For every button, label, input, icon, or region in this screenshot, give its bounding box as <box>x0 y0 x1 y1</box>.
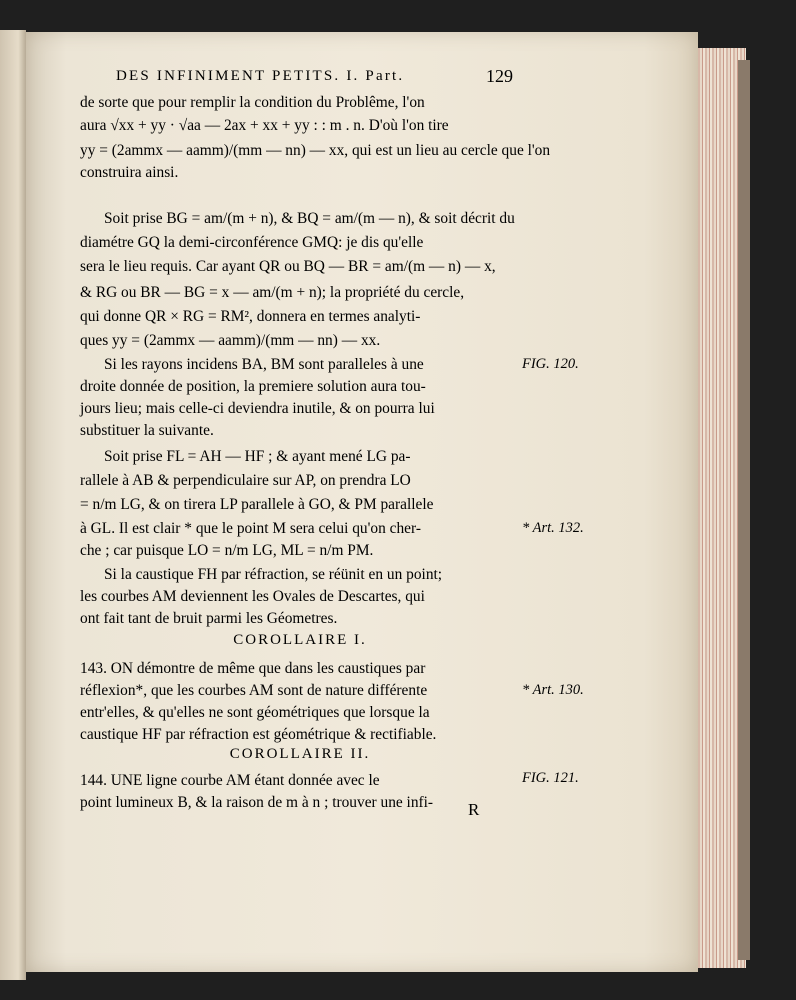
text-line: = n/m LG, & on tirera LP parallele à GO, & PM parallele <box>80 496 434 513</box>
text-line: qui donne QR × RG = RM², donnera en termes analyti- <box>80 308 421 325</box>
text-line: diamétre GQ la demi-circonférence GMQ: je dis qu'elle <box>80 234 424 251</box>
running-header <box>116 68 516 85</box>
text-line: réflexion*, que les courbes AM sont de nature différente <box>80 682 428 699</box>
text-line: 143. ON démontre de même que dans les caustiques par <box>80 660 426 677</box>
text-line: Si la caustique FH par réfraction, se réünit en un point; <box>104 566 443 583</box>
section-heading: COROLLAIRE I. <box>233 632 367 648</box>
text-line: de sorte que pour remplir la condition du Problême, l'on <box>80 94 425 111</box>
margin-note: FIG. 121. <box>522 770 579 786</box>
text-line: jours lieu; mais celle-ci deviendra inutile, & on pourra lui <box>80 400 435 417</box>
text-line: Soit prise BG = am/(m + n), & BQ = am/(m — n), & soit décrit du <box>104 210 515 227</box>
section-heading: COROLLAIRE II. <box>229 746 371 762</box>
text-line: ont fait tant de bruit parmi les Géometres. <box>80 610 338 627</box>
text-line: point lumineux B, & la raison de m à n ; trouver une infi- <box>80 794 434 811</box>
page-number: 129 <box>486 66 513 86</box>
signature-mark: R <box>468 800 480 819</box>
text-line: à GL. Il est clair * que le point M sera celui qu'on cher- <box>80 520 421 537</box>
page-block-shadow <box>738 60 750 960</box>
text-line: rallele à AB & perpendiculaire sur AP, on prendra LO <box>80 472 411 489</box>
text-line: Si les rayons incidens BA, BM sont paralleles à une <box>104 356 424 373</box>
text-line: caustique HF par réfraction est géométrique & rectifiable. <box>80 726 437 743</box>
text-line: ques yy = (2ammx — aamm)/(mm — nn) — xx. <box>80 332 381 349</box>
text-line: entr'elles, & qu'elles ne sont géométriques que lorsque la <box>80 704 430 721</box>
text-line: sera le lieu requis. Car ayant QR ou BQ — BR = am/(m — n) — x, <box>80 258 496 275</box>
text-line: aura √xx + yy · √aa — 2ax + xx + yy : : m . n. D'où l'on tire <box>80 117 449 134</box>
text-line: droite donnée de position, la premiere solution aura tou- <box>80 378 426 395</box>
text-line: Soit prise FL = AH — HF ; & ayant mené LG pa- <box>104 448 411 465</box>
margin-note: * Art. 132. <box>522 520 584 536</box>
header-title: DES INFINIMENT PETITS. I. Part. <box>116 68 405 84</box>
facing-page-edge <box>0 30 26 980</box>
text-line: construira ainsi. <box>80 164 179 181</box>
text-line: yy = (2ammx — aamm)/(mm — nn) — xx, qui est un lieu au cercle que l'on <box>80 142 551 159</box>
margin-note: * Art. 130. <box>522 682 584 698</box>
margin-note: FIG. 120. <box>522 356 579 372</box>
text-line: les courbes AM deviennent les Ovales de Descartes, qui <box>80 588 425 605</box>
text-line: che ; car puisque LO = n/m LG, ML = n/m PM. <box>80 542 374 559</box>
text-line: & RG ou BR — BG = x — am/(m + n); la propriété du cercle, <box>80 284 465 301</box>
text-line: substituer la suivante. <box>80 422 214 439</box>
text-line: 144. UNE ligne courbe AM étant donnée avec le <box>80 772 380 789</box>
